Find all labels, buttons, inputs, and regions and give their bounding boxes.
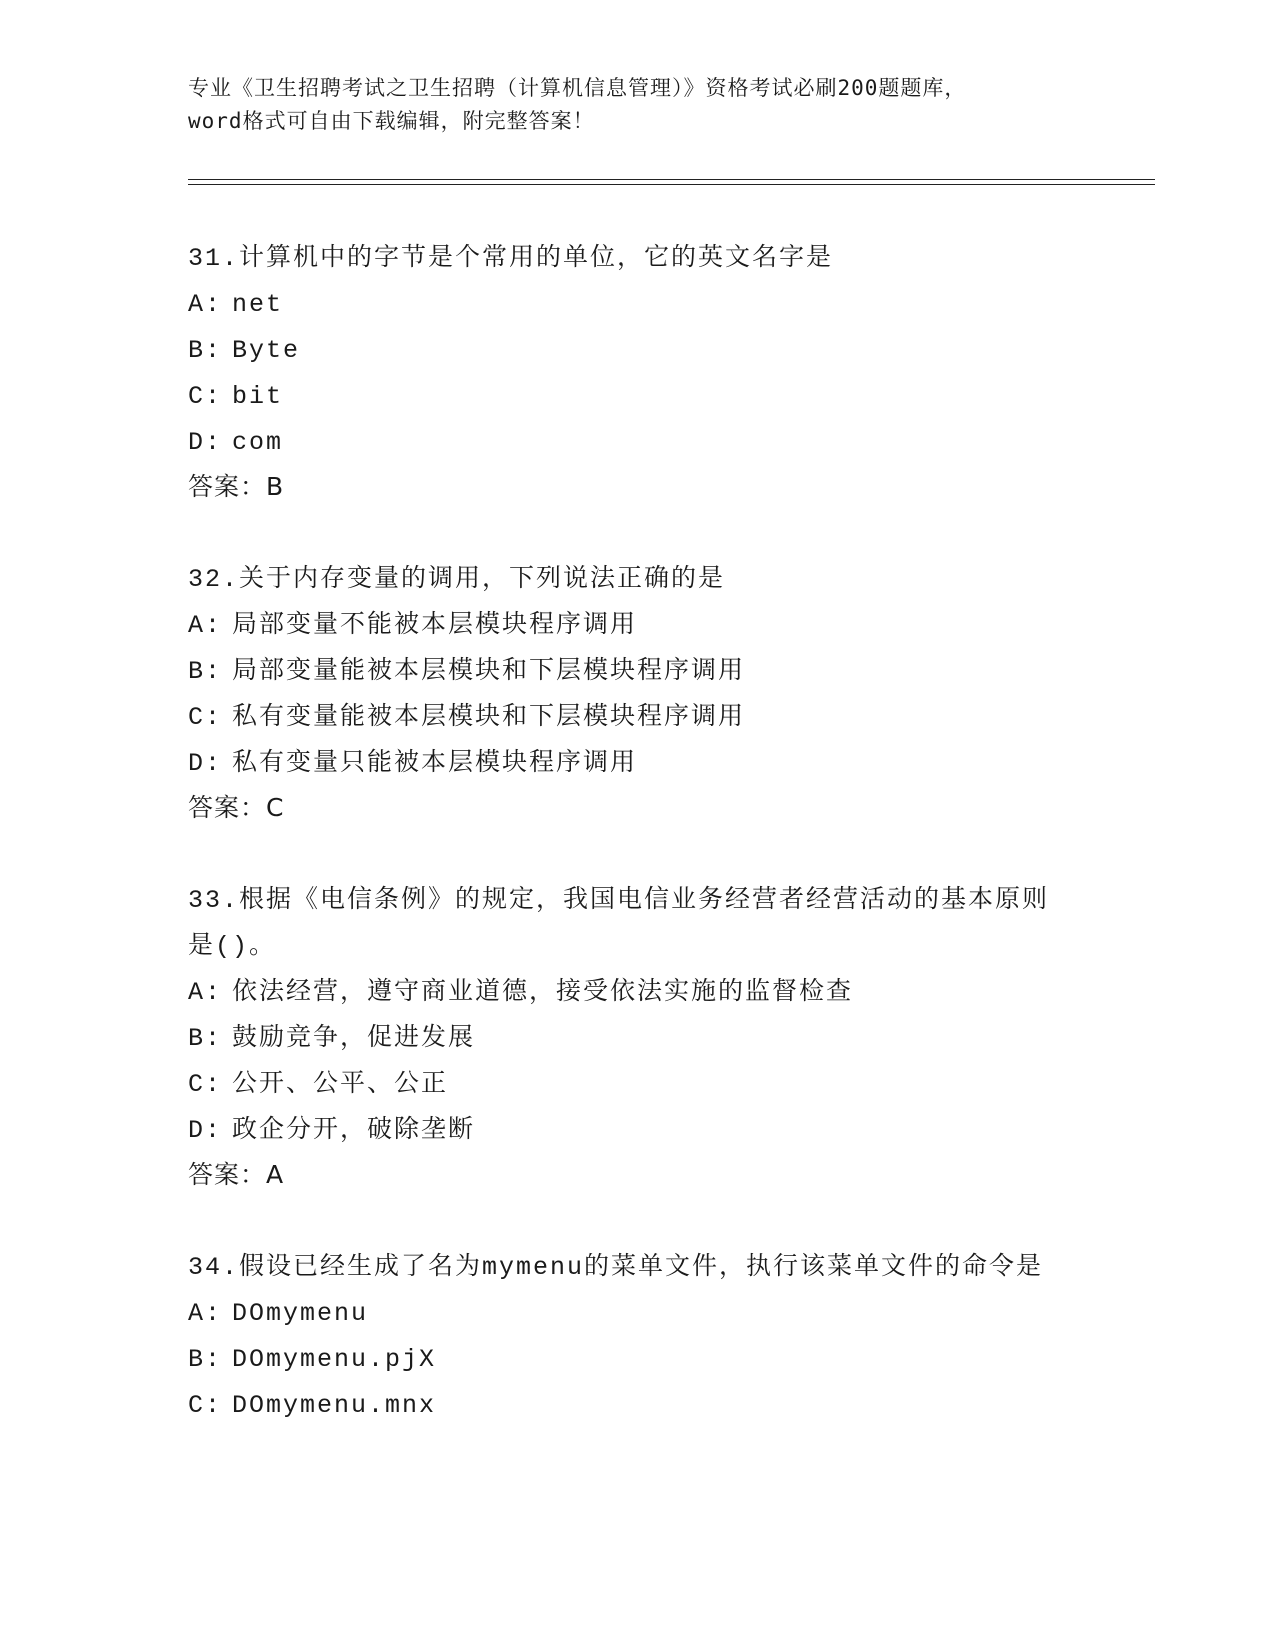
header-line-1: 专业《卫生招聘考试之卫生招聘（计算机信息管理）》资格考试必刷200题题库， bbox=[188, 76, 967, 100]
question-text: 34.假设已经生成了名为mymenu的菜单文件，执行该菜单文件的命令是 bbox=[188, 1253, 1044, 1282]
question-text: 32.关于内存变量的调用，下列说法正确的是 bbox=[188, 565, 726, 594]
option-b bbox=[188, 649, 1088, 695]
option-key: B: bbox=[188, 1345, 223, 1374]
option-key: B: bbox=[188, 1024, 223, 1053]
option-a bbox=[188, 603, 1088, 649]
option-text: Byte bbox=[232, 336, 301, 365]
option-a bbox=[188, 282, 1088, 328]
option-b bbox=[188, 1016, 1088, 1062]
option-key: A: bbox=[188, 611, 223, 640]
option-key: A: bbox=[188, 290, 223, 319]
option-text: 私有变量能被本层模块和下层模块程序调用 bbox=[232, 703, 746, 732]
option-text: 局部变量能被本层模块和下层模块程序调用 bbox=[232, 657, 746, 686]
header-divider-bottom bbox=[188, 184, 1155, 185]
option-c bbox=[188, 1383, 1088, 1429]
option-key: C: bbox=[188, 1391, 223, 1420]
question-32 bbox=[188, 557, 1088, 829]
question-34 bbox=[188, 1245, 1088, 1429]
option-key: C: bbox=[188, 703, 223, 732]
header-line-2: word格式可自由下载编辑，附完整答案！ bbox=[188, 109, 595, 133]
option-key: C: bbox=[188, 1070, 223, 1099]
option-c bbox=[188, 695, 1088, 741]
option-text: 鼓励竞争，促进发展 bbox=[232, 1024, 476, 1053]
option-d bbox=[188, 741, 1088, 787]
option-text: 公开、公平、公正 bbox=[232, 1070, 449, 1099]
option-text: com bbox=[232, 428, 284, 457]
answer-label: 答案：C bbox=[188, 793, 285, 822]
question-31 bbox=[188, 236, 1088, 508]
option-key: A: bbox=[188, 978, 223, 1007]
option-text: DOmymenu bbox=[232, 1299, 369, 1328]
option-a bbox=[188, 970, 1088, 1016]
option-text: 政企分开，破除垄断 bbox=[232, 1116, 476, 1145]
answer-label: 答案：A bbox=[188, 1160, 285, 1189]
option-text: DOmymenu.mnx bbox=[232, 1391, 437, 1420]
option-key: C: bbox=[188, 382, 223, 411]
option-c bbox=[188, 374, 1088, 420]
option-text: net bbox=[232, 290, 284, 319]
option-b bbox=[188, 1337, 1088, 1383]
option-key: D: bbox=[188, 749, 223, 778]
option-d bbox=[188, 1108, 1088, 1154]
option-c bbox=[188, 1062, 1088, 1108]
option-text: 局部变量不能被本层模块程序调用 bbox=[232, 611, 638, 640]
option-key: A: bbox=[188, 1299, 223, 1328]
option-key: D: bbox=[188, 428, 223, 457]
option-b bbox=[188, 328, 1088, 374]
option-text: DOmymenu.pjX bbox=[232, 1345, 437, 1374]
question-33 bbox=[188, 878, 1088, 1196]
option-key: B: bbox=[188, 336, 223, 365]
option-key: B: bbox=[188, 657, 223, 686]
question-text: 31.计算机中的字节是个常用的单位，它的英文名字是 bbox=[188, 244, 834, 273]
document-header bbox=[188, 72, 1088, 138]
question-text: 33.根据《电信条例》的规定，我国电信业务经营者经营活动的基本原则是()。 bbox=[188, 886, 1050, 961]
question-list bbox=[188, 236, 1088, 1478]
option-key: D: bbox=[188, 1116, 223, 1145]
option-d bbox=[188, 420, 1088, 466]
option-a bbox=[188, 1291, 1088, 1337]
option-text: bit bbox=[232, 382, 284, 411]
answer-label: 答案：B bbox=[188, 472, 285, 501]
option-text: 依法经营，遵守商业道德，接受依法实施的监督检查 bbox=[232, 978, 854, 1007]
header-divider-top bbox=[188, 179, 1155, 180]
option-text: 私有变量只能被本层模块程序调用 bbox=[232, 749, 638, 778]
